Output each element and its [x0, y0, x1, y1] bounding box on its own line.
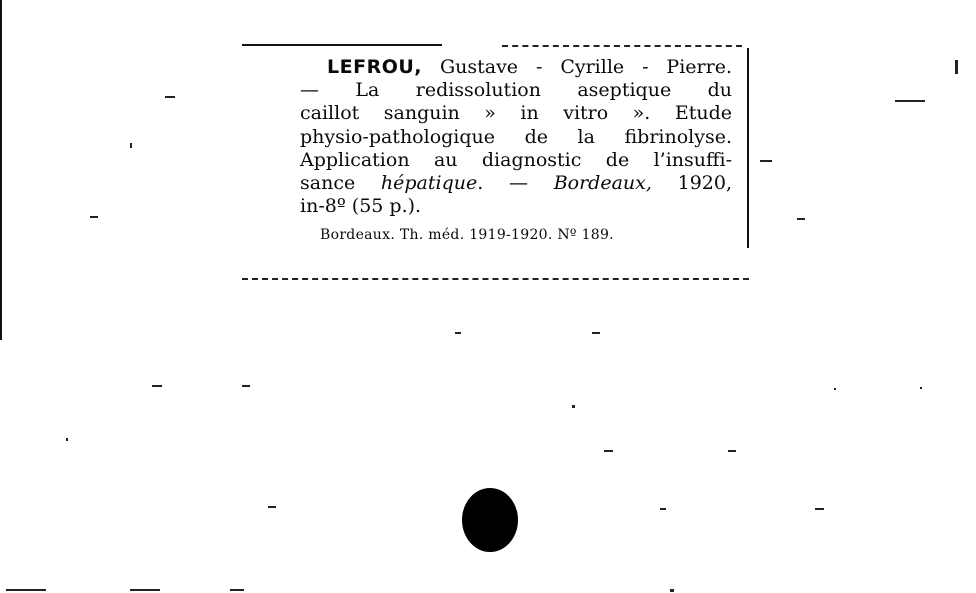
- scan-speck: [920, 387, 922, 389]
- scan-speck: [660, 508, 666, 510]
- italic-hepatique: hépatique: [380, 172, 478, 195]
- scan-speck: [268, 506, 276, 508]
- catalog-card: [242, 44, 749, 280]
- entry-line-1: [300, 56, 732, 79]
- scan-speck: [130, 589, 160, 591]
- scan-speck: [90, 216, 98, 218]
- scan-speck: [592, 332, 600, 334]
- scan-speck: [242, 385, 250, 387]
- card-top-border: [242, 44, 442, 46]
- entry-line-6: sance hépatique. — Bordeaux, 1920,: [300, 172, 732, 195]
- card-bottom-border: [242, 278, 749, 280]
- scan-speck: [6, 589, 46, 591]
- entry-line-3: caillot sanguin » in vitro ». Etude: [300, 102, 732, 125]
- scan-speck: [604, 450, 613, 452]
- scan-speck: [797, 218, 805, 220]
- entry-line-2: — La redissolution aseptique du: [300, 79, 732, 102]
- author-surname: LEFROU,: [327, 56, 422, 78]
- thesis-note: Bordeaux. Th. méd. 1919-1920. Nº 189.: [320, 227, 614, 243]
- card-right-border: [747, 48, 749, 248]
- card-top-border-faded: [502, 45, 742, 47]
- scan-speck: [130, 143, 132, 148]
- scan-speck: [895, 100, 925, 102]
- scan-speck: [955, 60, 958, 74]
- entry-line-7: in-8º (55 p.).: [300, 195, 422, 218]
- scan-speck: [834, 388, 836, 390]
- scan-speck: [455, 332, 461, 334]
- scan-speck: [760, 160, 772, 162]
- scan-speck: [66, 438, 68, 441]
- entry-line-4: physio-pathologique de la fibrinolyse.: [300, 125, 732, 148]
- bibliographic-entry: [300, 56, 732, 218]
- scan-speck: [152, 385, 162, 387]
- entry-line-5: Application au diagnostic de l’insuffi-: [300, 148, 732, 171]
- author-given-names: Gustave - Cyrille - Pierre.: [439, 56, 732, 78]
- scan-speck: [572, 405, 575, 408]
- scan-speck: [728, 450, 736, 452]
- scan-speck: [165, 96, 175, 98]
- scan-speck: [815, 508, 824, 510]
- scan-speck: [670, 589, 674, 592]
- italic-place: Bordeaux,: [553, 172, 652, 195]
- scan-speck: [230, 589, 244, 591]
- scan-left-edge: [0, 0, 2, 340]
- punch-hole: [462, 488, 518, 552]
